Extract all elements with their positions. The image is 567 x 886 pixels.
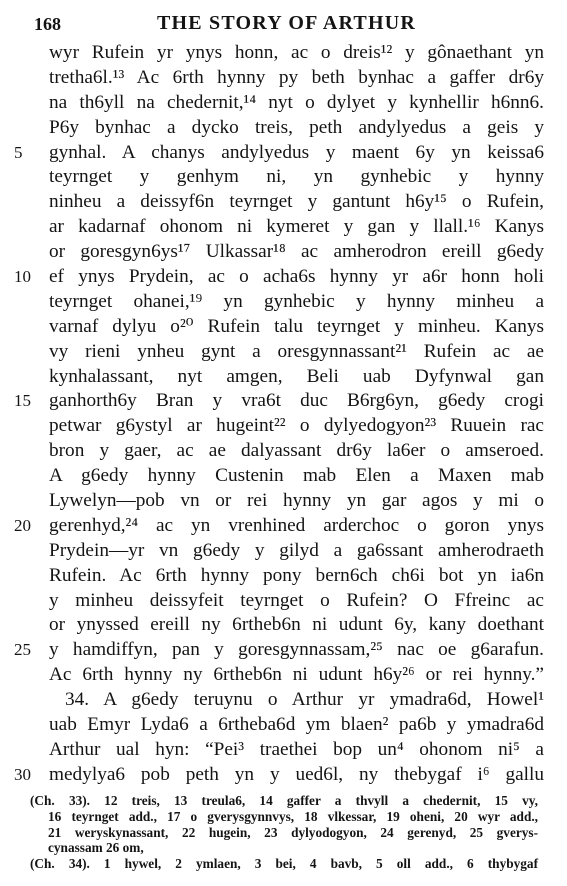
text-line [14, 141, 544, 166]
line-text: bron y gaer, ac ae dalyassant dr6y la6er o amseroed. [49, 440, 544, 462]
line-text: A g6edy hynny Custenin mab Elen a Maxen mab [49, 465, 544, 487]
line-number: 25 [14, 640, 31, 660]
footnotes [30, 793, 538, 872]
page-number: 168 [34, 14, 61, 34]
line-number: 20 [14, 515, 31, 535]
line-text: ar kadarnaf ohonom ni kymeret y gan y llall.¹⁶ Kanys [49, 216, 544, 238]
line-text: medylya6 pob peth yn y ued6l, ny thebygaf i⁶ gallu [49, 763, 544, 785]
line-text: Ac 6rth hynny ny 6rtheb6n ni udunt h6y²⁶ or rei hynny.” [49, 664, 544, 686]
text-line [14, 439, 544, 464]
footnote-line: cynassam 26 om, [48, 840, 144, 856]
page-header [34, 10, 539, 38]
text-line [14, 713, 544, 738]
text-line [14, 41, 544, 66]
line-text: y hamdiffyn, pan y goresgynnassam,²⁵ nac oe g6arafun. [49, 639, 544, 661]
text-line [14, 564, 544, 589]
line-number: 15 [14, 391, 31, 411]
line-number: 10 [14, 267, 31, 287]
text-line [14, 763, 544, 788]
line-text: Arthur ual hyn: “Pei³ traethei bop un⁴ ohonom ni⁵ a [49, 738, 544, 760]
text-line [14, 638, 544, 663]
line-text: Lywelyn—pob vn or rei hynny yn gar agos y mi o [49, 490, 544, 512]
line-text: na th6yll na chedernit,¹⁴ nyt o dylyet y kynhellir h6nn6. [49, 91, 544, 113]
text-line [14, 340, 544, 365]
line-text: y minheu deissyfeit teyrnget o Rufein? O Ffreinc ac [49, 589, 544, 611]
line-text: varnaf dylyu o²⁰ Rufein talu teyrnget y minheu. Kanys [49, 315, 544, 337]
text-line [14, 389, 544, 414]
line-text: Rufein. Ac 6rth hynny pony bern6ch ch6i bot yn ia6n [49, 564, 544, 586]
footnote-line: 21 weryskynassant, 22 hugein, 23 dylyodogyon, 24 gerenyd, 25 gverys- [48, 824, 538, 840]
text-line [14, 464, 544, 489]
body-text [14, 41, 544, 788]
text-line [14, 688, 544, 713]
text-line [14, 290, 544, 315]
line-text: P6y bynhac a dycko treis, peth andylyedus a geis y [49, 116, 544, 138]
text-line [14, 215, 544, 240]
text-line [14, 315, 544, 340]
text-line [14, 66, 544, 91]
line-text: wyr Rufein yr ynys honn, ac o dreis¹² y gônaethant yn [49, 42, 544, 63]
text-line [14, 240, 544, 265]
line-text: or goresgyn6ys¹⁷ Ulkassar¹⁸ ac amherodron ereill g6edy [49, 241, 544, 263]
footnote-line: (Ch. 33). 12 treis, 13 treula6, 14 gaffer a thvyll a chedernit, 15 vy, [30, 793, 538, 808]
footnote-line: 16 teyrnget add., 17 o gverysgynnvys, 18 vlkessar, 19 oheni, 20 wyr add., [48, 808, 538, 824]
text-line [14, 165, 544, 190]
text-line [14, 414, 544, 439]
line-text: teyrnget y genhym ni, yn gynhebic y hynny [49, 166, 544, 188]
line-text: tretha6l.¹³ Ac 6rth hynny py beth bynhac a gaffer dr6y [49, 66, 544, 88]
text-line [14, 91, 544, 116]
line-text: or ynyssed ereill ny 6rtheb6n ni udunt 6y, kany doethant [49, 614, 544, 636]
line-text: teyrnget ohanei,¹⁹ yn gynhebic y hynny minheu a [49, 290, 544, 312]
line-text: gynhal. A chanys andylyedus y maent 6y yn keissa6 [49, 141, 544, 163]
running-head: THE STORY OF ARTHUR [156, 12, 417, 34]
line-text: 34. A g6edy teruynu o Arthur yr ymadra6d, Howel¹ [65, 689, 544, 711]
line-text: ganhorth6y Bran y vra6t duc B6rg6yn, g6edy crogi [49, 390, 544, 412]
line-number: 30 [14, 764, 31, 784]
footnote-line: (Ch. 34). 1 hywel, 2 ymlaen, 3 bei, 4 bavb, 5 oll add., 6 thybygaf [30, 856, 538, 872]
line-text: gerenhyd,²⁴ ac yn vrenhined arderchoc o goron ynys [49, 514, 544, 536]
text-line [14, 613, 544, 638]
line-text: kynhalassant, nyt amgen, Beli uab Dyfynwal gan [49, 365, 544, 387]
text-line [14, 514, 544, 539]
text-line [14, 365, 544, 390]
text-line [14, 663, 544, 688]
text-line [14, 589, 544, 614]
line-text: ef ynys Prydein, ac o acha6s hynny yr a6r honn holi [49, 266, 544, 288]
text-line [14, 738, 544, 763]
text-line [14, 539, 544, 564]
line-text: uab Emyr Lyda6 a 6rtheba6d ym blaen² pa6b y ymadra6d [49, 714, 544, 736]
text-line [14, 116, 544, 141]
line-text: petwar g6ystyl ar hugeint²² o dylyedogyon²³ Ruuein rac [49, 415, 544, 437]
text-line [14, 265, 544, 290]
line-text: ninheu a deissyf6n teyrnget y gantunt h6y¹⁵ o Rufein, [49, 191, 544, 213]
line-text: vy rieni ynheu gynt a oresgynnassant²¹ Rufein ac ae [49, 340, 544, 362]
text-line [14, 190, 544, 215]
text-line [14, 489, 544, 514]
line-text: Prydein—yr vn g6edy y gilyd a ga6ssant amherodraeth [49, 539, 544, 561]
line-number: 5 [14, 142, 23, 162]
